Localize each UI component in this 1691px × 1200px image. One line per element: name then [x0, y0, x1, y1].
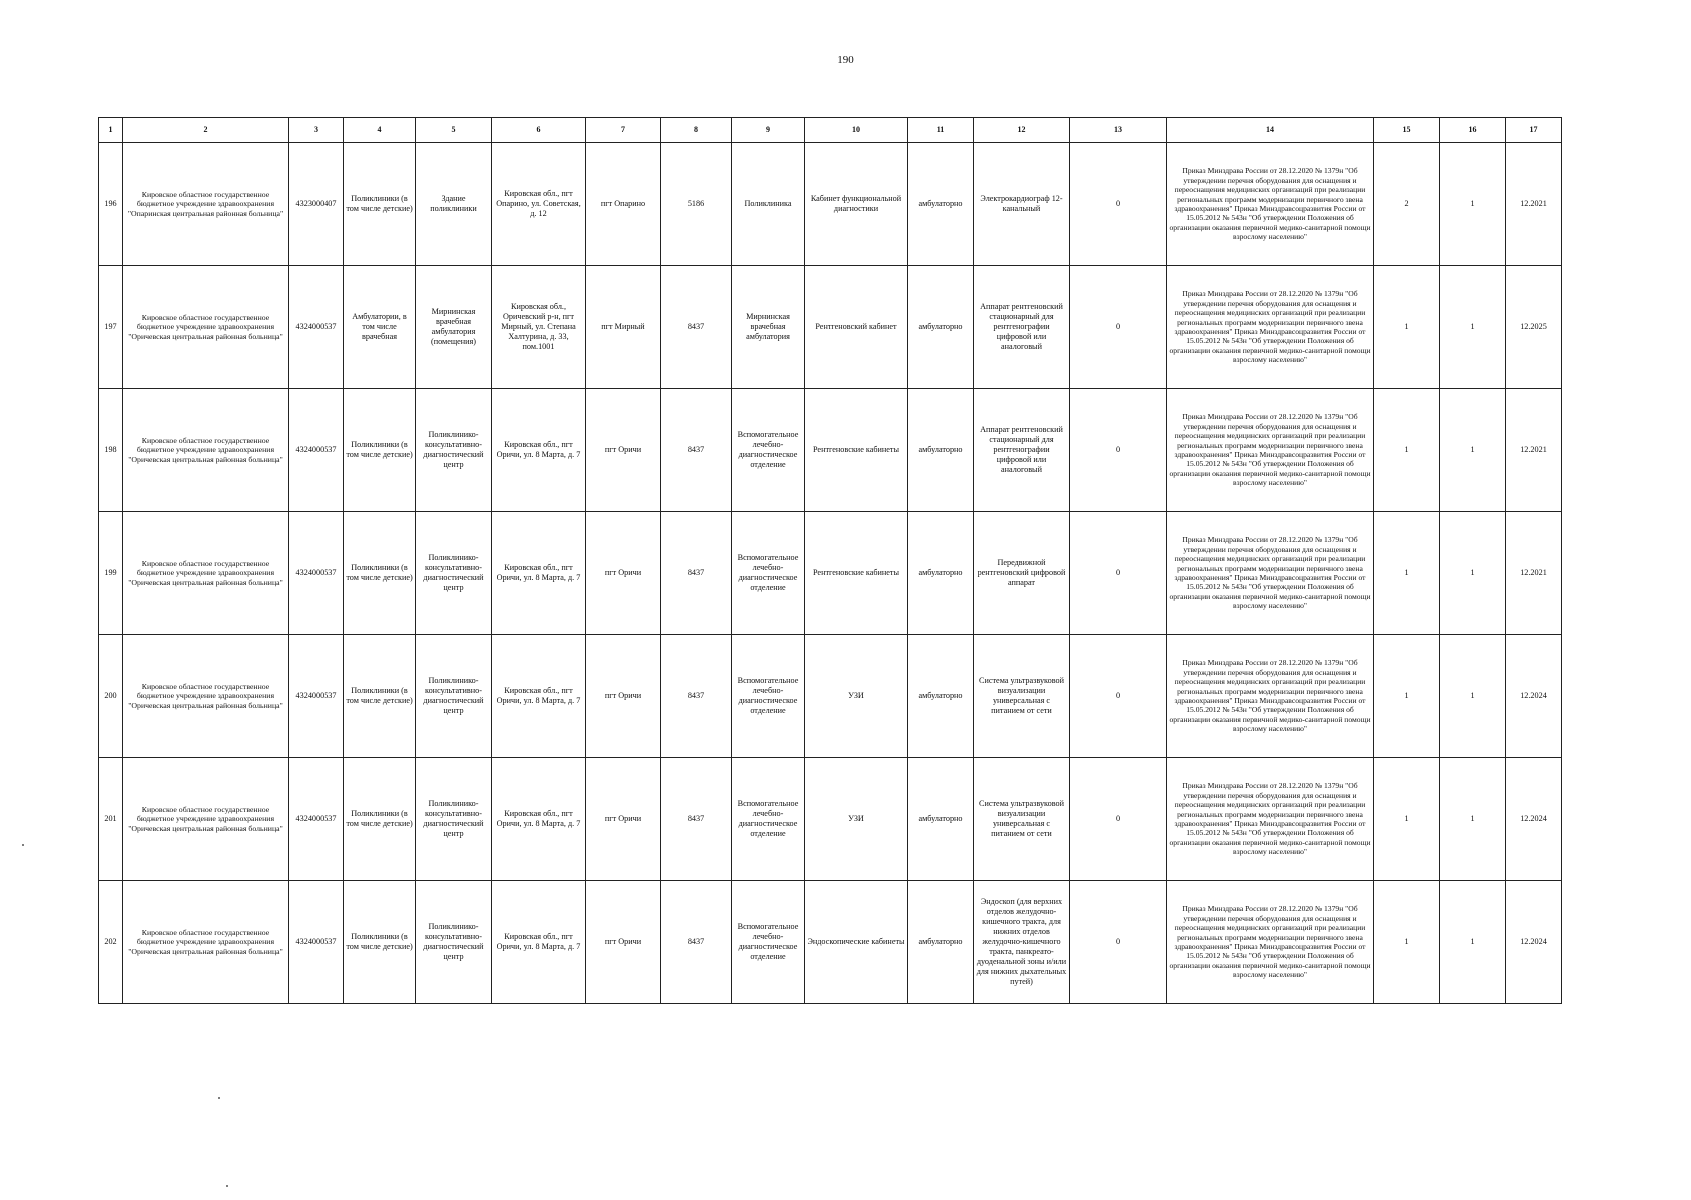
- table-row: [99, 758, 1562, 881]
- header-cell: 14: [1167, 118, 1374, 143]
- department-cell: Вспомогательное лечебно-диагностическое отделение: [732, 758, 805, 881]
- header-cell: 6: [492, 118, 586, 143]
- table-row: [99, 881, 1562, 1004]
- existing-count-cell: 0: [1070, 266, 1167, 389]
- organization-cell: Кировское областное государственное бюджетное учреждение здравоохранения "Оричевская центральная районная больница": [123, 512, 289, 635]
- scan-speck: [226, 1185, 228, 1187]
- table-row: [99, 389, 1562, 512]
- organization-cell: Кировское областное государственное бюджетное учреждение здравоохранения "Оричевская центральная районная больница": [123, 881, 289, 1004]
- deadline-cell: 12.2024: [1506, 881, 1562, 1004]
- regulation-cell: Приказ Минздрава России от 28.12.2020 № 1379н "Об утверждении перечня оборудования для оснащения и переоснащения медицинских организаций при реализации региональных программ модернизации первичного звена здравоохранения" Приказ Минздравсоцразвития России от 15.05.2012 № 543н "Об утверждении Положения об организации оказания первичной медико-санитарной помощи взрослому населению": [1167, 512, 1374, 635]
- planned-count-cell: 1: [1440, 266, 1506, 389]
- facility-type-cell: Поликлиники (в том числе детские): [344, 143, 416, 266]
- existing-count-cell: 0: [1070, 881, 1167, 1004]
- inn-cell: 4324000537: [289, 758, 344, 881]
- building-cell: Поликлинико-консультативно-диагностический центр: [416, 635, 492, 758]
- organization-cell: Кировское областное государственное бюджетное учреждение здравоохранения "Оричевская центральная районная больница": [123, 758, 289, 881]
- regulation-cell: Приказ Минздрава России от 28.12.2020 № 1379н "Об утверждении перечня оборудования для оснащения и переоснащения медицинских организаций при реализации региональных программ модернизации первичного звена здравоохранения" Приказ Минздравсоцразвития России от 15.05.2012 № 543н "Об утверждении Положения об организации оказания первичной медико-санитарной помощи взрослому населению": [1167, 635, 1374, 758]
- care-mode-cell: амбулаторно: [908, 512, 974, 635]
- required-count-cell: 1: [1374, 266, 1440, 389]
- planned-count-cell: 1: [1440, 758, 1506, 881]
- settlement-cell: пгт Оричи: [586, 635, 661, 758]
- row-number-cell: 197: [99, 266, 123, 389]
- organization-cell: Кировское областное государственное бюджетное учреждение здравоохранения "Оричевская центральная районная больница": [123, 389, 289, 512]
- population-cell: 8437: [661, 881, 732, 1004]
- cabinet-cell: Кабинет функциональной диагностики: [805, 143, 908, 266]
- population-cell: 5186: [661, 143, 732, 266]
- header-cell: 3: [289, 118, 344, 143]
- cabinet-cell: Рентгеновские кабинеты: [805, 389, 908, 512]
- header-row: [99, 118, 1562, 143]
- settlement-cell: пгт Опарино: [586, 143, 661, 266]
- facility-type-cell: Поликлиники (в том числе детские): [344, 635, 416, 758]
- cabinet-cell: Эндоскопические кабинеты: [805, 881, 908, 1004]
- address-cell: Кировская обл., пгт Оричи, ул. 8 Марта, д. 7: [492, 512, 586, 635]
- cabinet-cell: УЗИ: [805, 758, 908, 881]
- address-cell: Кировская обл., пгт Оричи, ул. 8 Марта, д. 7: [492, 389, 586, 512]
- population-cell: 8437: [661, 389, 732, 512]
- settlement-cell: пгт Оричи: [586, 881, 661, 1004]
- deadline-cell: 12.2021: [1506, 512, 1562, 635]
- department-cell: Вспомогательное лечебно-диагностическое отделение: [732, 389, 805, 512]
- address-cell: Кировская обл., пгт Оричи, ул. 8 Марта, д. 7: [492, 635, 586, 758]
- header-cell: 2: [123, 118, 289, 143]
- deadline-cell: 12.2021: [1506, 389, 1562, 512]
- required-count-cell: 1: [1374, 512, 1440, 635]
- existing-count-cell: 0: [1070, 635, 1167, 758]
- population-cell: 8437: [661, 266, 732, 389]
- required-count-cell: 1: [1374, 758, 1440, 881]
- organization-cell: Кировское областное государственное бюджетное учреждение здравоохранения "Опаринская центральная районная больница": [123, 143, 289, 266]
- population-cell: 8437: [661, 758, 732, 881]
- settlement-cell: пгт Оричи: [586, 389, 661, 512]
- equipment-cell: Аппарат рентгеновский стационарный для рентгенографии цифровой или аналоговый: [974, 266, 1070, 389]
- header-cell: 5: [416, 118, 492, 143]
- department-cell: Мирнинская врачебная амбулатория: [732, 266, 805, 389]
- care-mode-cell: амбулаторно: [908, 266, 974, 389]
- required-count-cell: 1: [1374, 389, 1440, 512]
- equipment-cell: Система ультразвуковой визуализации универсальная с питанием от сети: [974, 758, 1070, 881]
- equipment-cell: Эндоскоп (для верхних отделов желудочно-кишечного тракта, для нижних отделов желудочно-кишечного тракта, панкреато-дуоденальной зоны и/или для нижних дыхательных путей): [974, 881, 1070, 1004]
- inn-cell: 4324000537: [289, 635, 344, 758]
- organization-cell: Кировское областное государственное бюджетное учреждение здравоохранения "Оричевская центральная районная больница": [123, 266, 289, 389]
- inn-cell: 4324000537: [289, 266, 344, 389]
- header-cell: 17: [1506, 118, 1562, 143]
- building-cell: Поликлинико-консультативно-диагностический центр: [416, 389, 492, 512]
- header-cell: 1: [99, 118, 123, 143]
- population-cell: 8437: [661, 512, 732, 635]
- existing-count-cell: 0: [1070, 512, 1167, 635]
- care-mode-cell: амбулаторно: [908, 143, 974, 266]
- row-number-cell: 199: [99, 512, 123, 635]
- equipment-cell: Система ультразвуковой визуализации универсальная с питанием от сети: [974, 635, 1070, 758]
- care-mode-cell: амбулаторно: [908, 635, 974, 758]
- row-number-cell: 198: [99, 389, 123, 512]
- regulation-cell: Приказ Минздрава России от 28.12.2020 № 1379н "Об утверждении перечня оборудования для оснащения и переоснащения медицинских организаций при реализации региональных программ модернизации первичного звена здравоохранения" Приказ Минздравсоцразвития России от 15.05.2012 № 543н "Об утверждении Положения об организации оказания первичной медико-санитарной помощи взрослому населению": [1167, 758, 1374, 881]
- required-count-cell: 2: [1374, 143, 1440, 266]
- equipment-cell: Электрокардиограф 12-канальный: [974, 143, 1070, 266]
- settlement-cell: пгт Оричи: [586, 758, 661, 881]
- header-cell: 7: [586, 118, 661, 143]
- existing-count-cell: 0: [1070, 389, 1167, 512]
- cabinet-cell: УЗИ: [805, 635, 908, 758]
- header-cell: 12: [974, 118, 1070, 143]
- deadline-cell: 12.2021: [1506, 143, 1562, 266]
- header-cell: 9: [732, 118, 805, 143]
- organization-cell: Кировское областное государственное бюджетное учреждение здравоохранения "Оричевская центральная районная больница": [123, 635, 289, 758]
- header-cell: 4: [344, 118, 416, 143]
- header-cell: 15: [1374, 118, 1440, 143]
- inn-cell: 4324000537: [289, 881, 344, 1004]
- facility-type-cell: Амбулатории, в том числе врачебная: [344, 266, 416, 389]
- regulation-cell: Приказ Минздрава России от 28.12.2020 № 1379н "Об утверждении перечня оборудования для оснащения и переоснащения медицинских организаций при реализации региональных программ модернизации первичного звена здравоохранения" Приказ Минздравсоцразвития России от 15.05.2012 № 543н "Об утверждении Положения об организации оказания первичной медико-санитарной помощи взрослому населению": [1167, 143, 1374, 266]
- address-cell: Кировская обл., пгт Оричи, ул. 8 Марта, д. 7: [492, 881, 586, 1004]
- facility-type-cell: Поликлиники (в том числе детские): [344, 389, 416, 512]
- building-cell: Здание поликлиники: [416, 143, 492, 266]
- building-cell: Мирнинская врачебная амбулатория (помещения): [416, 266, 492, 389]
- header-cell: 16: [1440, 118, 1506, 143]
- inn-cell: 4323000407: [289, 143, 344, 266]
- row-number-cell: 201: [99, 758, 123, 881]
- row-number-cell: 200: [99, 635, 123, 758]
- table-row: [99, 143, 1562, 266]
- header-cell: 13: [1070, 118, 1167, 143]
- existing-count-cell: 0: [1070, 143, 1167, 266]
- planned-count-cell: 1: [1440, 143, 1506, 266]
- header-cell: 10: [805, 118, 908, 143]
- regulation-cell: Приказ Минздрава России от 28.12.2020 № 1379н "Об утверждении перечня оборудования для оснащения и переоснащения медицинских организаций при реализации региональных программ модернизации первичного звена здравоохранения" Приказ Минздравсоцразвития России от 15.05.2012 № 543н "Об утверждении Положения об организации оказания первичной медико-санитарной помощи взрослому населению": [1167, 266, 1374, 389]
- address-cell: Кировская обл., пгт Оричи, ул. 8 Марта, д. 7: [492, 758, 586, 881]
- address-cell: Кировская обл., пгт Опарино, ул. Советская, д. 12: [492, 143, 586, 266]
- required-count-cell: 1: [1374, 881, 1440, 1004]
- facility-type-cell: Поликлиники (в том числе детские): [344, 758, 416, 881]
- cabinet-cell: Рентгеновский кабинет: [805, 266, 908, 389]
- regulation-cell: Приказ Минздрава России от 28.12.2020 № 1379н "Об утверждении перечня оборудования для оснащения и переоснащения медицинских организаций при реализации региональных программ модернизации первичного звена здравоохранения" Приказ Минздравсоцразвития России от 15.05.2012 № 543н "Об утверждении Положения об организации оказания первичной медико-санитарной помощи взрослому населению": [1167, 389, 1374, 512]
- equipment-table: [98, 117, 1562, 1004]
- row-number-cell: 202: [99, 881, 123, 1004]
- inn-cell: 4324000537: [289, 512, 344, 635]
- building-cell: Поликлинико-консультативно-диагностический центр: [416, 512, 492, 635]
- deadline-cell: 12.2025: [1506, 266, 1562, 389]
- facility-type-cell: Поликлиники (в том числе детские): [344, 881, 416, 1004]
- planned-count-cell: 1: [1440, 881, 1506, 1004]
- row-number-cell: 196: [99, 143, 123, 266]
- table-row: [99, 635, 1562, 758]
- table-row: [99, 512, 1562, 635]
- equipment-table-container: [98, 117, 1556, 1004]
- address-cell: Кировская обл., Оричевский р-н, пгт Мирный, ул. Степана Халтурина, д. 33, пом.1001: [492, 266, 586, 389]
- department-cell: Поликлиника: [732, 143, 805, 266]
- page-number: 190: [837, 54, 854, 66]
- deadline-cell: 12.2024: [1506, 635, 1562, 758]
- care-mode-cell: амбулаторно: [908, 758, 974, 881]
- planned-count-cell: 1: [1440, 635, 1506, 758]
- department-cell: Вспомогательное лечебно-диагностическое отделение: [732, 881, 805, 1004]
- building-cell: Поликлинико-консультативно-диагностический центр: [416, 881, 492, 1004]
- population-cell: 8437: [661, 635, 732, 758]
- settlement-cell: пгт Оричи: [586, 512, 661, 635]
- cabinet-cell: Рентгеновские кабинеты: [805, 512, 908, 635]
- care-mode-cell: амбулаторно: [908, 389, 974, 512]
- planned-count-cell: 1: [1440, 389, 1506, 512]
- inn-cell: 4324000537: [289, 389, 344, 512]
- settlement-cell: пгт Мирный: [586, 266, 661, 389]
- department-cell: Вспомогательное лечебно-диагностическое отделение: [732, 635, 805, 758]
- existing-count-cell: 0: [1070, 758, 1167, 881]
- required-count-cell: 1: [1374, 635, 1440, 758]
- equipment-cell: Аппарат рентгеновский стационарный для рентгенографии цифровой или аналоговый: [974, 389, 1070, 512]
- department-cell: Вспомогательное лечебно-диагностическое отделение: [732, 512, 805, 635]
- table-row: [99, 266, 1562, 389]
- equipment-cell: Передвижной рентгеновский цифровой аппарат: [974, 512, 1070, 635]
- facility-type-cell: Поликлиники (в том числе детские): [344, 512, 416, 635]
- regulation-cell: Приказ Минздрава России от 28.12.2020 № 1379н "Об утверждении перечня оборудования для оснащения и переоснащения медицинских организаций при реализации региональных программ модернизации первичного звена здравоохранения" Приказ Минздравсоцразвития России от 15.05.2012 № 543н "Об утверждении Положения об организации оказания первичной медико-санитарной помощи взрослому населению": [1167, 881, 1374, 1004]
- building-cell: Поликлинико-консультативно-диагностический центр: [416, 758, 492, 881]
- deadline-cell: 12.2024: [1506, 758, 1562, 881]
- scan-speck: [22, 844, 24, 846]
- care-mode-cell: амбулаторно: [908, 881, 974, 1004]
- header-cell: 11: [908, 118, 974, 143]
- scan-speck: [218, 1097, 220, 1099]
- planned-count-cell: 1: [1440, 512, 1506, 635]
- header-cell: 8: [661, 118, 732, 143]
